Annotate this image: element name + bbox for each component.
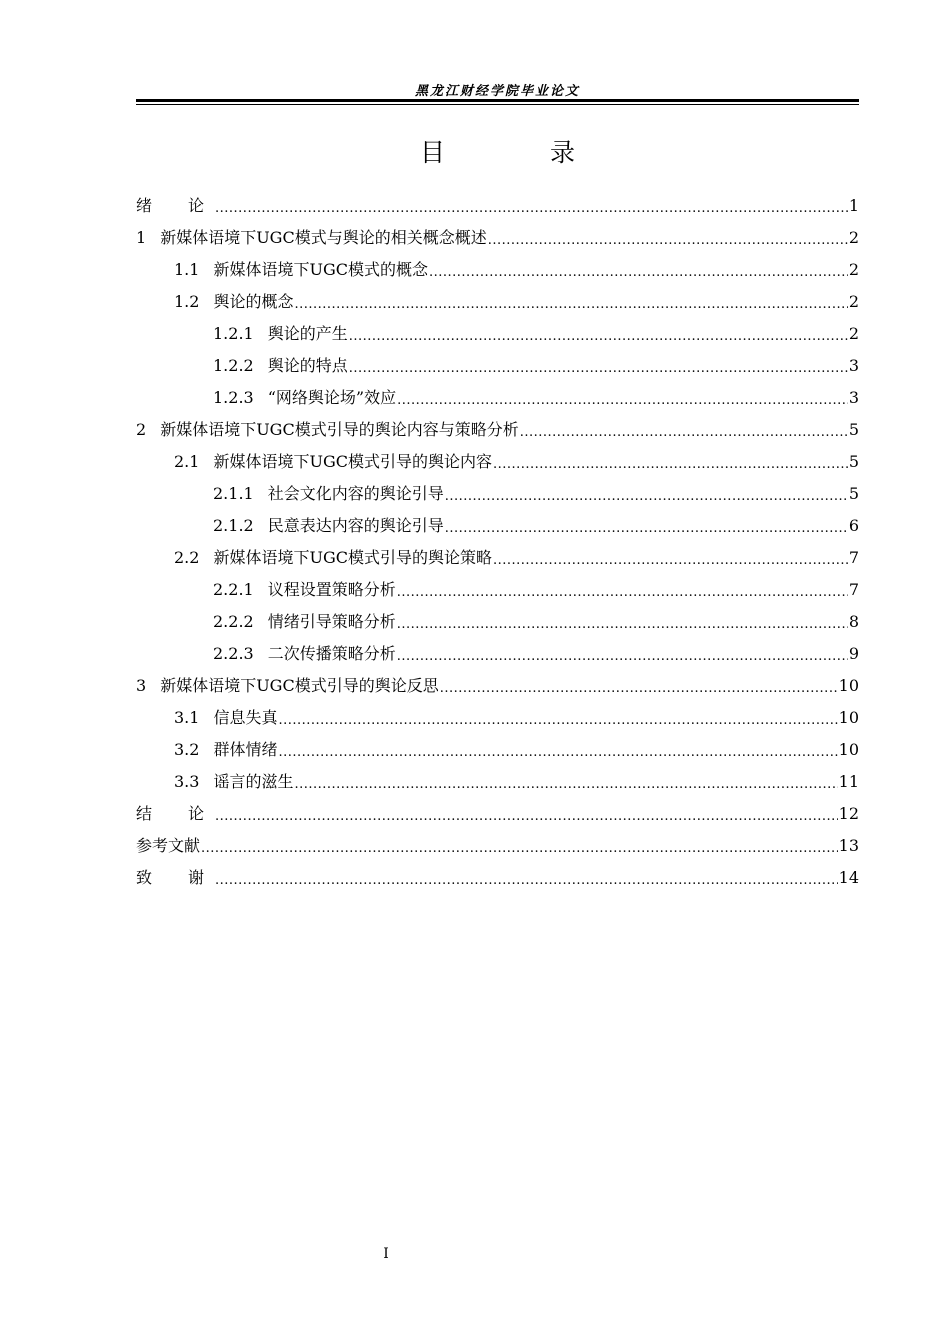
toc-entry[interactable] xyxy=(136,638,859,670)
toc-entry-page: 7 xyxy=(848,580,859,599)
toc-dot-leader xyxy=(445,478,848,510)
toc-entry-title: 谣言的滋生 xyxy=(213,772,294,791)
toc-entry-page: 13 xyxy=(838,836,859,855)
toc-entry-page: 1 xyxy=(848,196,859,215)
toc-dot-leader xyxy=(493,446,848,478)
toc-entry-title: 社会文化内容的舆论引导 xyxy=(267,484,444,503)
toc-entry-number: 1.2.2 xyxy=(213,356,254,375)
toc-dot-leader xyxy=(215,190,848,222)
toc-entry-title: 致 谢 xyxy=(136,868,215,887)
toc-entry[interactable] xyxy=(136,670,859,702)
header-rule-thick xyxy=(136,99,859,102)
toc-entry-number: 2.2.2 xyxy=(213,612,254,631)
toc-entry-page: 12 xyxy=(838,804,859,823)
toc-dot-leader xyxy=(397,638,848,670)
running-header-title: 黑龙江财经学院毕业论文 xyxy=(414,84,580,99)
toc-entry[interactable] xyxy=(136,798,859,830)
toc-entry-page: 6 xyxy=(848,516,859,535)
toc-entry-page: 5 xyxy=(848,420,859,439)
toc-entry-title: 新媒体语境下UGC模式引导的舆论内容 xyxy=(213,452,492,471)
toc-entry-page: 10 xyxy=(838,740,859,759)
toc-dot-leader xyxy=(445,510,848,542)
toc-entry[interactable] xyxy=(136,446,859,478)
toc-entry-number: 2.1.1 xyxy=(213,484,254,503)
toc-entry-title: 群体情绪 xyxy=(213,740,278,759)
toc-entry-number: 3.3 xyxy=(174,772,200,791)
toc-entry[interactable] xyxy=(136,574,859,606)
toc-entry[interactable] xyxy=(136,510,859,542)
toc-entry-title: 议程设置策略分析 xyxy=(267,580,396,599)
toc-entry[interactable] xyxy=(136,254,859,286)
toc-entry-page: 3 xyxy=(848,388,859,407)
toc-entry-page: 10 xyxy=(838,676,859,695)
toc-entry-page: 7 xyxy=(848,548,859,567)
toc-entry-title: 舆论的概念 xyxy=(213,292,294,311)
toc-entry-number: 1.2 xyxy=(174,292,200,311)
toc-entry-title: 绪 论 xyxy=(136,196,215,215)
toc-entry[interactable] xyxy=(136,830,859,862)
toc-entry-title: 新媒体语境下UGC模式引导的舆论策略 xyxy=(213,548,492,567)
table-of-contents xyxy=(136,190,859,894)
toc-entry-number: 2.1 xyxy=(174,452,200,471)
toc-entry-title: 新媒体语境下UGC模式与舆论的相关概念概述 xyxy=(160,228,487,247)
header-rule-thin xyxy=(136,104,859,105)
toc-entry[interactable] xyxy=(136,766,859,798)
toc-entry[interactable] xyxy=(136,318,859,350)
toc-entry-page: 11 xyxy=(838,772,859,791)
toc-entry-number: 2.2.1 xyxy=(213,580,254,599)
toc-dot-leader xyxy=(294,286,847,318)
toc-entry-number: 3 xyxy=(136,676,147,695)
toc-entry-title: 新媒体语境下UGC模式的概念 xyxy=(213,260,428,279)
toc-dot-leader xyxy=(349,318,848,350)
page-number: I xyxy=(383,1246,389,1262)
toc-entry[interactable] xyxy=(136,606,859,638)
toc-dot-leader xyxy=(397,606,848,638)
toc-entry-number: 2.2 xyxy=(174,548,200,567)
toc-entry-number: 3.2 xyxy=(174,740,200,759)
toc-entry[interactable] xyxy=(136,542,859,574)
toc-entry[interactable] xyxy=(136,734,859,766)
toc-dot-leader xyxy=(278,734,837,766)
toc-entry-title: 信息失真 xyxy=(213,708,278,727)
toc-entry-number: 1 xyxy=(136,228,147,247)
toc-entry-number: 2.1.2 xyxy=(213,516,254,535)
toc-dot-leader xyxy=(349,350,848,382)
toc-entry-title: 民意表达内容的舆论引导 xyxy=(267,516,444,535)
toc-entry-page: 10 xyxy=(838,708,859,727)
toc-title: 目 录 xyxy=(419,138,615,167)
toc-entry-number: 1.2.3 xyxy=(213,388,254,407)
toc-dot-leader xyxy=(397,382,848,414)
toc-entry[interactable] xyxy=(136,350,859,382)
toc-entry-title: 新媒体语境下UGC模式引导的舆论内容与策略分析 xyxy=(160,420,519,439)
toc-dot-leader xyxy=(278,702,837,734)
toc-entry-title: 参考文献 xyxy=(136,836,201,855)
toc-entry-page: 8 xyxy=(848,612,859,631)
toc-entry-page: 5 xyxy=(848,484,859,503)
toc-entry-page: 9 xyxy=(848,644,859,663)
toc-dot-leader xyxy=(488,222,848,254)
toc-entry[interactable] xyxy=(136,702,859,734)
toc-entry[interactable] xyxy=(136,478,859,510)
toc-entry-title: 舆论的产生 xyxy=(267,324,348,343)
toc-entry-number: 2 xyxy=(136,420,147,439)
toc-entry-page: 2 xyxy=(848,324,859,343)
toc-entry-title: 舆论的特点 xyxy=(267,356,348,375)
toc-entry[interactable] xyxy=(136,286,859,318)
toc-dot-leader xyxy=(215,862,838,894)
toc-entry-page: 5 xyxy=(848,452,859,471)
toc-dot-leader xyxy=(201,830,838,862)
toc-dot-leader xyxy=(440,670,838,702)
toc-entry-page: 2 xyxy=(848,260,859,279)
toc-entry-page: 2 xyxy=(848,228,859,247)
toc-dot-leader xyxy=(215,798,838,830)
toc-entry[interactable] xyxy=(136,414,859,446)
toc-dot-leader xyxy=(520,414,848,446)
toc-dot-leader xyxy=(429,254,848,286)
toc-entry-title: 新媒体语境下UGC模式引导的舆论反思 xyxy=(160,676,439,695)
toc-entry[interactable] xyxy=(136,222,859,254)
toc-entry-title: 结 论 xyxy=(136,804,215,823)
toc-entry[interactable] xyxy=(136,190,859,222)
toc-entry-number: 1.1 xyxy=(174,260,200,279)
toc-entry-page: 14 xyxy=(838,868,859,887)
toc-entry-title: 二次传播策略分析 xyxy=(267,644,396,663)
toc-entry-title: 情绪引导策略分析 xyxy=(267,612,396,631)
toc-entry[interactable] xyxy=(136,382,859,414)
toc-entry-number: 2.2.3 xyxy=(213,644,254,663)
toc-dot-leader xyxy=(397,574,848,606)
toc-entry-page: 3 xyxy=(848,356,859,375)
toc-entry-number: 1.2.1 xyxy=(213,324,254,343)
toc-dot-leader xyxy=(493,542,848,574)
toc-entry[interactable] xyxy=(136,862,859,894)
toc-entry-title: “网络舆论场”效应 xyxy=(267,388,397,407)
toc-entry-page: 2 xyxy=(848,292,859,311)
toc-entry-number: 3.1 xyxy=(174,708,200,727)
toc-dot-leader xyxy=(294,766,837,798)
